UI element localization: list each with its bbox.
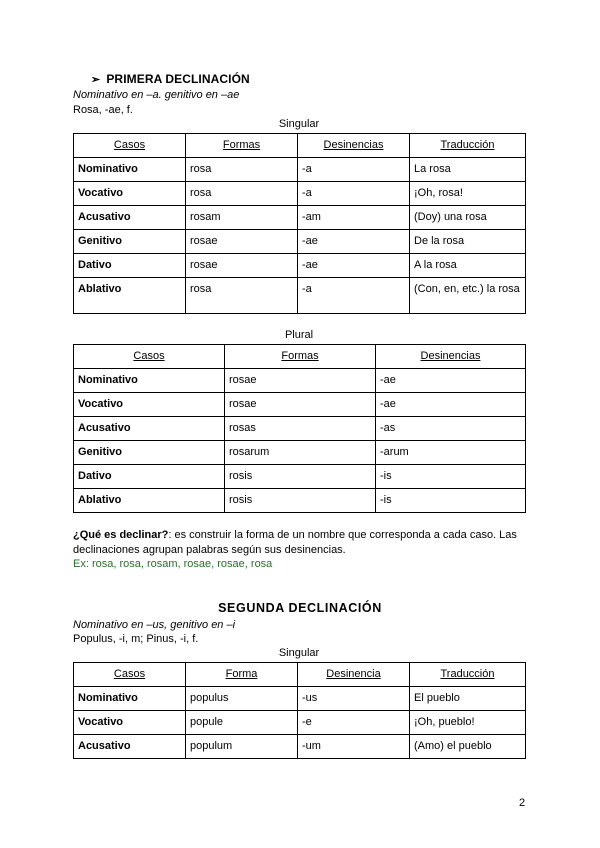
form-cell: rosas [225,417,376,441]
case-cell: Nominativo [74,369,225,393]
ending-cell: -am [298,206,410,230]
primera-singular-table [73,133,526,314]
translation-cell: El pueblo [410,687,526,711]
ending-cell: -um [298,735,410,759]
arrow-bullet-icon: ➢ [91,74,101,86]
section-2-example-word: Populus, -i, m; Pinus, -i, f. [73,633,199,645]
case-cell: Genitivo [74,441,225,465]
table-row [74,735,526,759]
header-casos: Casos [74,134,186,158]
header-desinencias: Desinencias [298,134,410,158]
form-cell: rosa [186,278,298,314]
ending-cell: -a [298,182,410,206]
case-cell: Vocativo [74,711,186,735]
table-row [74,441,526,465]
case-cell: Nominativo [74,158,186,182]
case-cell: Ablativo [74,489,225,513]
form-cell: rosa [186,182,298,206]
header-casos: Casos [74,345,225,369]
table-row [74,206,526,230]
form-cell: rosa [186,158,298,182]
ending-cell: -ae [298,254,410,278]
form-cell: popule [186,711,298,735]
table-row [74,278,526,314]
ending-cell: -a [298,278,410,314]
translation-cell: ¡Oh, rosa! [410,182,526,206]
case-cell: Dativo [74,254,186,278]
table-row [74,182,526,206]
ending-cell: -as [376,417,526,441]
translation-cell: A la rosa [410,254,526,278]
case-cell: Acusativo [74,735,186,759]
table-header-row [74,663,526,687]
page-number: 2 [519,797,526,809]
primera-plural-table [73,344,526,513]
table-row [74,158,526,182]
header-traduccion: Traducción [410,134,526,158]
table-row [74,230,526,254]
declinar-text: : es construir la forma de un nombre que corresponda a cada caso. Las declinaciones agrupan palabras según sus desinencias. [73,529,517,556]
section-2-title: SEGUNDA DECLINACIÓN [218,601,382,615]
header-desinencia: Desinencia [298,663,410,687]
table-row [74,369,526,393]
table-header-row [74,134,526,158]
case-cell: Acusativo [74,417,225,441]
ending-cell: -ae [376,393,526,417]
header-traduccion: Traducción [410,663,526,687]
case-cell: Vocativo [74,393,225,417]
section-1-example-word: Rosa, -ae, f. [73,104,133,116]
form-cell: rosae [225,369,376,393]
case-cell: Genitivo [74,230,186,254]
header-desinencias: Desinencias [376,345,526,369]
table-header-row [74,345,526,369]
translation-cell: (Con, en, etc.) la rosa [410,278,526,314]
table-row [74,489,526,513]
ending-cell: -ae [298,230,410,254]
declinar-term: ¿Qué es declinar? [73,529,169,541]
ending-cell: -e [298,711,410,735]
table-row [74,711,526,735]
header-formas: Formas [225,345,376,369]
form-cell: rosae [186,230,298,254]
case-cell: Ablativo [74,278,186,314]
ending-cell: -is [376,465,526,489]
section-1-title-text: PRIMERA DECLINACIÓN [106,72,250,86]
ending-cell: -us [298,687,410,711]
form-cell: populus [186,687,298,711]
translation-cell: (Amo) el pueblo [410,735,526,759]
ending-cell: -a [298,158,410,182]
form-cell: populum [186,735,298,759]
header-casos: Casos [74,663,186,687]
section-1-title [91,72,250,86]
declinar-example: Ex: rosa, rosa, rosam, rosae, rosae, rosa [73,558,273,570]
declinar-definition [73,528,533,558]
form-cell: rosam [186,206,298,230]
header-formas: Formas [186,134,298,158]
plural-caption: Plural [284,329,314,341]
segunda-singular-table [73,662,526,759]
case-cell: Nominativo [74,687,186,711]
singular-caption-2: Singular [278,647,320,659]
ending-cell: -is [376,489,526,513]
form-cell: rosis [225,489,376,513]
case-cell: Dativo [74,465,225,489]
form-cell: rosae [225,393,376,417]
table-row [74,417,526,441]
case-cell: Acusativo [74,206,186,230]
table-row [74,393,526,417]
form-cell: rosae [186,254,298,278]
table-row [74,254,526,278]
ending-cell: -arum [376,441,526,465]
translation-cell: (Doy) una rosa [410,206,526,230]
translation-cell: De la rosa [410,230,526,254]
table-row [74,687,526,711]
section-2-subtitle: Nominativo en –us, genitivo en –i [73,619,236,631]
form-cell: rosarum [225,441,376,465]
translation-cell: La rosa [410,158,526,182]
section-1-subtitle: Nominativo en –a. genitivo en –ae [73,89,240,101]
singular-caption: Singular [278,118,320,130]
header-forma: Forma [186,663,298,687]
form-cell: rosis [225,465,376,489]
case-cell: Vocativo [74,182,186,206]
ending-cell: -ae [376,369,526,393]
table-row [74,465,526,489]
translation-cell: ¡Oh, pueblo! [410,711,526,735]
